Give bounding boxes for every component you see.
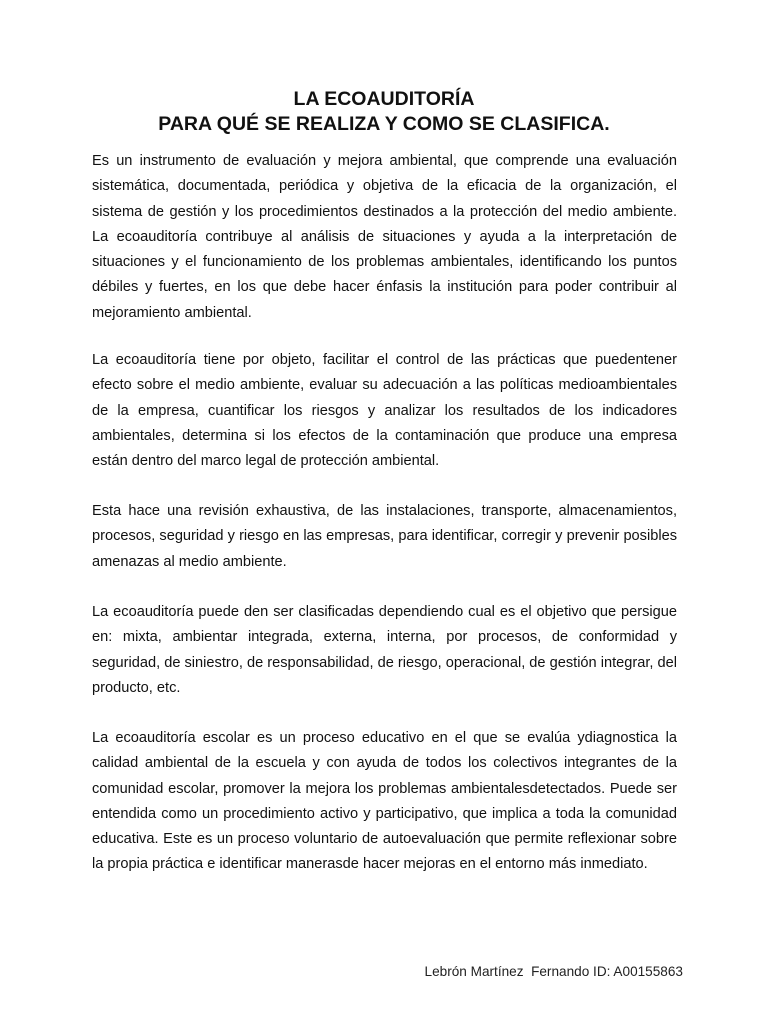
paragraph-objective: La ecoauditoría tiene por objeto, facilitar el control de las prácticas que puedentener efecto sobre el medio ambiente, evaluar su adecuación a las políticas medioambientales de la empresa, cuantificar los riesgos y analizar los resultados de los indicadores ambientales, determina si los efectos de la contaminación que produce una empresa están dentro del marco legal de protección ambiental. — [92, 352, 677, 470]
document-title-line-2: PARA QUÉ SE REALIZA Y COMO SE CLASIFICA. — [158, 113, 610, 135]
paragraph-definition: Es un instrumento de evaluación y mejora ambiental, que comprende una evaluación sistemática, documentada, periódica y objetiva de la eficacia de la organización, el sistema de gestión y los procedimientos destinados a la protección del medio ambiente. La ecoauditoría contribuye al análisis de situaciones y ayuda a la interpretación de situaciones y el funcionamiento de los problemas ambientales, identificando los puntos débiles y fuertes, en los que debe hacer énfasis la institución para poder contribuir al mejoramiento ambiental. — [92, 153, 677, 321]
paragraph-school-ecoaudit: La ecoauditoría escolar es un proceso educativo en el que se evalúa ydiagnostica la calidad ambiental de la escuela y con ayuda de todos los colectivos integrantes de la comunidad escolar, promover la mejora los problemas ambientalesdetectados. Puede ser entendida como un procedimiento activo y participativo, que implica a toda la comunidad educativa. Este es un proceso voluntario de autoevaluación que permite reflexionar sobre la propia práctica e identificar manerasde hacer mejoras en el entorno más inmediato. — [92, 730, 677, 873]
paragraph-classification: La ecoauditoría puede den ser clasificadas dependiendo cual es el objetivo que persigue en: mixta, ambientar integrada, externa, interna, por procesos, de conformidad y seguridad, de siniestro, de responsabilidad, de riesgo, operacional, de gestión integrar, del producto, etc. — [92, 604, 677, 696]
author-footer: Lebrón Martínez Fernando ID: A00155863 — [424, 964, 683, 979]
paragraph-review: Esta hace una revisión exhaustiva, de las instalaciones, transporte, almacenamientos, procesos, seguridad y riesgo en las empresas, para identificar, corregir y prevenir posibles amenazas al medio ambiente. — [92, 503, 677, 570]
document-title-line-1: LA ECOAUDITORÍA — [293, 88, 475, 110]
